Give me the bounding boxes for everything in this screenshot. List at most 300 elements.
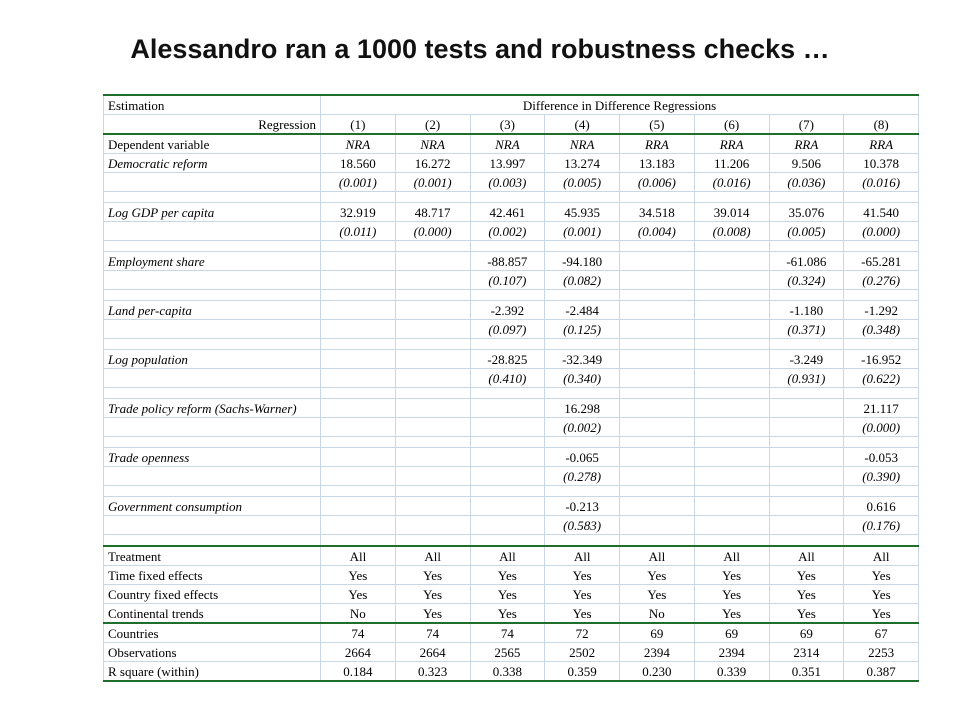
empty-cell (395, 290, 470, 301)
stat-value: 0.338 (470, 662, 545, 682)
pvalue-cell: (0.176) (844, 516, 919, 535)
pvalue-cell (769, 418, 844, 437)
control-value: Yes (470, 566, 545, 585)
empty-cell (769, 535, 844, 547)
control-value: Yes (470, 585, 545, 604)
empty-cell (545, 192, 620, 203)
pvalue-cell: (0.001) (395, 173, 470, 192)
empty-cell (470, 290, 545, 301)
pvalue-cell (395, 516, 470, 535)
pvalue-cell (769, 516, 844, 535)
coefficient-cell: -94.180 (545, 252, 620, 271)
empty-cell (844, 241, 919, 252)
pvalue-cell: (0.622) (844, 369, 919, 388)
control-value: All (694, 546, 769, 566)
slide-title: Alessandro ran a 1000 tests and robustness checks … (130, 34, 830, 64)
stat-value: 2502 (545, 643, 620, 662)
empty-cell (104, 388, 321, 399)
dependent-variable-value: RRA (620, 134, 695, 154)
variable-label: Trade openness (104, 448, 321, 467)
control-row (104, 546, 919, 566)
coefficient-row (104, 154, 919, 173)
empty-cell (769, 290, 844, 301)
coefficient-row (104, 301, 919, 320)
coefficient-cell (694, 497, 769, 516)
control-value: Yes (844, 566, 919, 585)
pvalue-cell: (0.011) (321, 222, 396, 241)
empty-cell (104, 241, 321, 252)
coefficient-cell: 21.117 (844, 399, 919, 418)
coefficient-cell (395, 252, 470, 271)
variable-label: Government consumption (104, 497, 321, 516)
pvalue-cell (620, 467, 695, 486)
spacer-row (104, 192, 919, 203)
spacer-row (104, 339, 919, 350)
stat-value: 0.351 (769, 662, 844, 682)
stat-value: 2253 (844, 643, 919, 662)
stat-label: Observations (104, 643, 321, 662)
pvalue-cell: (0.276) (844, 271, 919, 290)
coefficient-cell: 13.183 (620, 154, 695, 173)
coefficient-cell: -65.281 (844, 252, 919, 271)
empty-cell (694, 290, 769, 301)
empty-cell (620, 437, 695, 448)
dependent-variable-value: RRA (769, 134, 844, 154)
column-header: (3) (470, 115, 545, 135)
estimation-value: Difference in Difference Regressions (321, 95, 919, 115)
pvalue-cell (321, 320, 396, 339)
estimation-label: Estimation (104, 95, 321, 115)
coefficient-cell: 35.076 (769, 203, 844, 222)
coefficient-cell (620, 350, 695, 369)
stat-value: 0.387 (844, 662, 919, 682)
control-value: All (769, 546, 844, 566)
empty-label-cell (104, 271, 321, 290)
pvalue-cell (470, 418, 545, 437)
variable-label: Democratic reform (104, 154, 321, 173)
pvalue-cell (470, 467, 545, 486)
empty-cell (769, 339, 844, 350)
empty-cell (321, 535, 396, 547)
pvalue-cell: (0.324) (769, 271, 844, 290)
header-row-estimation (104, 95, 919, 115)
coefficient-cell: 13.997 (470, 154, 545, 173)
empty-cell (694, 192, 769, 203)
pvalue-cell (395, 320, 470, 339)
empty-cell (694, 486, 769, 497)
pvalue-cell (620, 369, 695, 388)
pvalue-cell: (0.016) (694, 173, 769, 192)
variable-label: Employment share (104, 252, 321, 271)
regression-table-body (104, 95, 919, 681)
coefficient-cell (694, 301, 769, 320)
control-value: All (470, 546, 545, 566)
pvalue-row (104, 516, 919, 535)
coefficient-cell (321, 350, 396, 369)
empty-label-cell (104, 516, 321, 535)
coefficient-cell (395, 497, 470, 516)
coefficient-cell (620, 252, 695, 271)
empty-cell (694, 535, 769, 547)
control-value: Yes (545, 566, 620, 585)
control-value: All (844, 546, 919, 566)
empty-cell (321, 241, 396, 252)
stat-value: 2314 (769, 643, 844, 662)
stat-value: 2394 (694, 643, 769, 662)
dependent-variable-value: NRA (470, 134, 545, 154)
dependent-variable-value: RRA (844, 134, 919, 154)
coefficient-cell (620, 399, 695, 418)
pvalue-cell (620, 516, 695, 535)
pvalue-cell (395, 418, 470, 437)
control-value: All (620, 546, 695, 566)
empty-cell (620, 290, 695, 301)
empty-label-cell (104, 222, 321, 241)
coefficient-cell (395, 301, 470, 320)
pvalue-cell (321, 516, 396, 535)
pvalue-row (104, 369, 919, 388)
control-value: Yes (395, 604, 470, 624)
coefficient-cell: -0.053 (844, 448, 919, 467)
coefficient-cell: 39.014 (694, 203, 769, 222)
empty-cell (470, 241, 545, 252)
coefficient-cell (321, 301, 396, 320)
coefficient-cell: 32.919 (321, 203, 396, 222)
pvalue-cell: (0.278) (545, 467, 620, 486)
variable-label: Trade policy reform (Sachs-Warner) (104, 399, 321, 418)
variable-label: Log population (104, 350, 321, 369)
empty-cell (321, 486, 396, 497)
coefficient-cell (620, 448, 695, 467)
empty-cell (321, 388, 396, 399)
control-label: Treatment (104, 546, 321, 566)
dependent-variable-row (104, 134, 919, 154)
control-row (104, 566, 919, 585)
stat-label: Countries (104, 623, 321, 643)
pvalue-cell (321, 418, 396, 437)
pvalue-cell: (0.410) (470, 369, 545, 388)
coefficient-cell: -2.484 (545, 301, 620, 320)
coefficient-cell: -0.065 (545, 448, 620, 467)
stat-value: 0.339 (694, 662, 769, 682)
pvalue-cell: (0.583) (545, 516, 620, 535)
stat-value: 69 (694, 623, 769, 643)
stat-value: 0.184 (321, 662, 396, 682)
pvalue-cell: (0.340) (545, 369, 620, 388)
coefficient-cell: -2.392 (470, 301, 545, 320)
empty-cell (395, 192, 470, 203)
empty-label-cell (104, 418, 321, 437)
control-value: All (545, 546, 620, 566)
empty-cell (104, 339, 321, 350)
empty-cell (620, 388, 695, 399)
pvalue-cell (694, 516, 769, 535)
column-header: (1) (321, 115, 396, 135)
control-value: Yes (769, 566, 844, 585)
empty-cell (844, 535, 919, 547)
control-value: Yes (545, 585, 620, 604)
pvalue-cell: (0.125) (545, 320, 620, 339)
coefficient-cell: -0.213 (545, 497, 620, 516)
control-value: Yes (321, 566, 396, 585)
empty-cell (769, 437, 844, 448)
empty-cell (470, 535, 545, 547)
empty-cell (395, 437, 470, 448)
pvalue-cell (395, 467, 470, 486)
empty-cell (620, 339, 695, 350)
empty-cell (545, 535, 620, 547)
pvalue-cell: (0.036) (769, 173, 844, 192)
control-label: Continental trends (104, 604, 321, 624)
coefficient-cell: 34.518 (620, 203, 695, 222)
empty-cell (545, 339, 620, 350)
coefficient-cell: 48.717 (395, 203, 470, 222)
coefficient-cell: -1.292 (844, 301, 919, 320)
empty-cell (545, 486, 620, 497)
spacer-row (104, 535, 919, 547)
empty-cell (844, 486, 919, 497)
control-label: Time fixed effects (104, 566, 321, 585)
control-value: Yes (694, 604, 769, 624)
pvalue-cell (321, 271, 396, 290)
coefficient-cell: -1.180 (769, 301, 844, 320)
empty-cell (844, 192, 919, 203)
coefficient-cell (395, 399, 470, 418)
coefficient-cell: 13.274 (545, 154, 620, 173)
control-value: All (395, 546, 470, 566)
header-row-regression (104, 115, 919, 135)
coefficient-cell (321, 497, 396, 516)
stat-value: 74 (470, 623, 545, 643)
empty-cell (769, 241, 844, 252)
stat-value: 2565 (470, 643, 545, 662)
empty-cell (321, 192, 396, 203)
stat-value: 67 (844, 623, 919, 643)
pvalue-cell: (0.016) (844, 173, 919, 192)
stat-value: 2664 (395, 643, 470, 662)
empty-cell (620, 192, 695, 203)
coefficient-cell (470, 497, 545, 516)
pvalue-cell (694, 320, 769, 339)
empty-cell (844, 290, 919, 301)
empty-cell (104, 535, 321, 547)
column-header: (7) (769, 115, 844, 135)
coefficient-cell (769, 448, 844, 467)
pvalue-row (104, 418, 919, 437)
column-header: (4) (545, 115, 620, 135)
coefficient-cell: -28.825 (470, 350, 545, 369)
empty-cell (694, 339, 769, 350)
empty-cell (104, 290, 321, 301)
pvalue-cell (620, 271, 695, 290)
stat-label: R square (within) (104, 662, 321, 682)
coefficient-cell (694, 252, 769, 271)
empty-label-cell (104, 320, 321, 339)
pvalue-cell (321, 467, 396, 486)
coefficient-cell (694, 350, 769, 369)
pvalue-cell: (0.002) (545, 418, 620, 437)
control-value: Yes (545, 604, 620, 624)
empty-cell (545, 437, 620, 448)
coefficient-cell (620, 301, 695, 320)
column-header: (2) (395, 115, 470, 135)
coefficient-row (104, 350, 919, 369)
empty-cell (694, 388, 769, 399)
stat-value: 2394 (620, 643, 695, 662)
stat-row (104, 623, 919, 643)
column-header: (6) (694, 115, 769, 135)
empty-cell (470, 339, 545, 350)
empty-cell (395, 486, 470, 497)
column-header: (5) (620, 115, 695, 135)
stat-value: 74 (321, 623, 396, 643)
control-value: Yes (844, 585, 919, 604)
control-value: Yes (694, 585, 769, 604)
pvalue-cell: (0.931) (769, 369, 844, 388)
coefficient-cell: 9.506 (769, 154, 844, 173)
coefficient-cell: 16.272 (395, 154, 470, 173)
pvalue-row (104, 467, 919, 486)
coefficient-cell (694, 448, 769, 467)
empty-cell (769, 388, 844, 399)
empty-cell (620, 535, 695, 547)
spacer-row (104, 486, 919, 497)
control-label: Country fixed effects (104, 585, 321, 604)
pvalue-cell: (0.097) (470, 320, 545, 339)
pvalue-cell: (0.004) (620, 222, 695, 241)
empty-cell (321, 290, 396, 301)
pvalue-cell (694, 369, 769, 388)
coefficient-row (104, 448, 919, 467)
coefficient-cell (769, 399, 844, 418)
control-value: Yes (321, 585, 396, 604)
regression-table (103, 94, 919, 682)
empty-cell (104, 486, 321, 497)
pvalue-cell (470, 516, 545, 535)
empty-cell (104, 192, 321, 203)
pvalue-cell: (0.000) (844, 418, 919, 437)
coefficient-cell: -32.349 (545, 350, 620, 369)
pvalue-cell: (0.003) (470, 173, 545, 192)
empty-cell (321, 339, 396, 350)
pvalue-cell: (0.001) (321, 173, 396, 192)
empty-cell (470, 388, 545, 399)
empty-cell (395, 339, 470, 350)
control-value: All (321, 546, 396, 566)
empty-cell (395, 388, 470, 399)
empty-cell (470, 192, 545, 203)
control-value: Yes (769, 604, 844, 624)
control-row (104, 585, 919, 604)
pvalue-cell: (0.008) (694, 222, 769, 241)
control-value: Yes (470, 604, 545, 624)
dependent-variable-value: NRA (545, 134, 620, 154)
stat-row (104, 643, 919, 662)
coefficient-cell (694, 399, 769, 418)
pvalue-cell (620, 320, 695, 339)
spacer-row (104, 241, 919, 252)
regression-table-container (103, 94, 918, 682)
empty-cell (620, 486, 695, 497)
empty-cell (769, 192, 844, 203)
pvalue-cell (620, 418, 695, 437)
coefficient-cell (470, 399, 545, 418)
coefficient-cell (769, 497, 844, 516)
dependent-variable-value: NRA (321, 134, 396, 154)
pvalue-cell (321, 369, 396, 388)
pvalue-row (104, 271, 919, 290)
control-value: Yes (844, 604, 919, 624)
control-value: Yes (694, 566, 769, 585)
spacer-row (104, 437, 919, 448)
control-value: Yes (395, 566, 470, 585)
coefficient-cell: 0.616 (844, 497, 919, 516)
pvalue-cell: (0.082) (545, 271, 620, 290)
control-value: Yes (620, 585, 695, 604)
control-value: No (620, 604, 695, 624)
pvalue-cell: (0.371) (769, 320, 844, 339)
empty-cell (545, 388, 620, 399)
regression-label: Regression (104, 115, 321, 135)
coefficient-cell: 42.461 (470, 203, 545, 222)
stat-value: 0.230 (620, 662, 695, 682)
empty-label-cell (104, 173, 321, 192)
pvalue-cell: (0.000) (395, 222, 470, 241)
empty-cell (470, 437, 545, 448)
pvalue-row (104, 173, 919, 192)
pvalue-cell: (0.000) (844, 222, 919, 241)
pvalue-cell: (0.002) (470, 222, 545, 241)
coefficient-cell: 41.540 (844, 203, 919, 222)
dependent-variable-value: NRA (395, 134, 470, 154)
empty-cell (545, 290, 620, 301)
control-value: Yes (620, 566, 695, 585)
spacer-row (104, 290, 919, 301)
coefficient-cell (395, 448, 470, 467)
pvalue-cell: (0.001) (545, 222, 620, 241)
coefficient-cell (321, 252, 396, 271)
coefficient-row (104, 497, 919, 516)
coefficient-cell: -16.952 (844, 350, 919, 369)
empty-cell (844, 339, 919, 350)
dependent-variable-label: Dependent variable (104, 134, 321, 154)
coefficient-row (104, 203, 919, 222)
control-row (104, 604, 919, 624)
stat-value: 2664 (321, 643, 396, 662)
empty-cell (545, 241, 620, 252)
empty-cell (395, 535, 470, 547)
pvalue-cell (694, 467, 769, 486)
coefficient-row (104, 399, 919, 418)
stat-value: 72 (545, 623, 620, 643)
stat-value: 0.359 (545, 662, 620, 682)
coefficient-cell: 45.935 (545, 203, 620, 222)
empty-cell (395, 241, 470, 252)
empty-label-cell (104, 467, 321, 486)
pvalue-row (104, 222, 919, 241)
stat-value: 74 (395, 623, 470, 643)
coefficient-cell: -61.086 (769, 252, 844, 271)
pvalue-cell (395, 369, 470, 388)
pvalue-cell (395, 271, 470, 290)
empty-cell (844, 388, 919, 399)
stat-value: 69 (620, 623, 695, 643)
pvalue-cell: (0.390) (844, 467, 919, 486)
coefficient-cell: -88.857 (470, 252, 545, 271)
coefficient-cell (470, 448, 545, 467)
pvalue-cell: (0.006) (620, 173, 695, 192)
stat-value: 0.323 (395, 662, 470, 682)
